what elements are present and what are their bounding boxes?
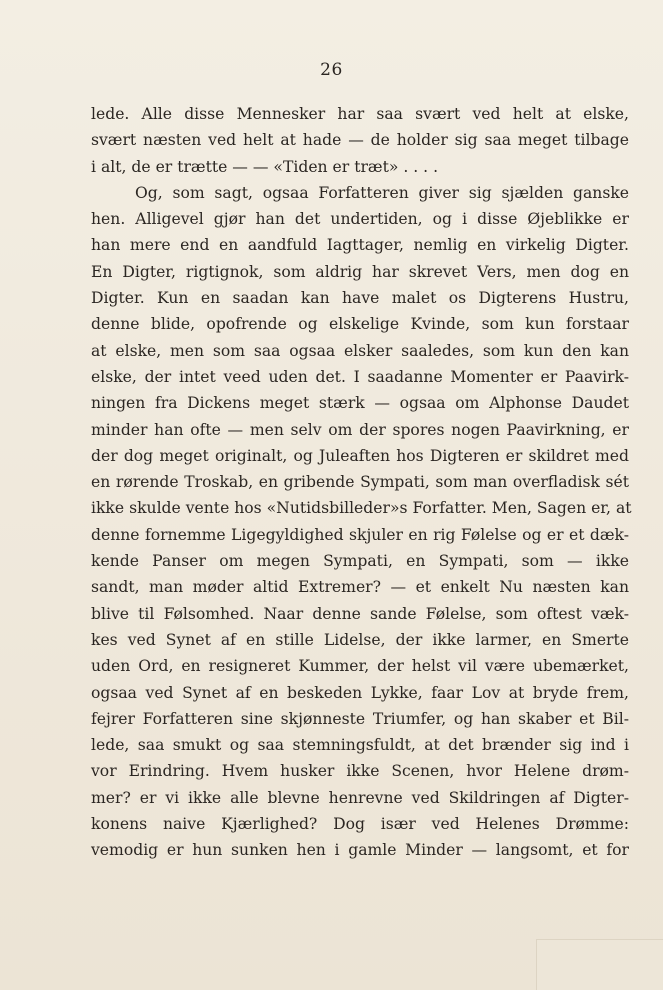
- text-line: konens naive Kjærlighed? Dog især ved Helenes Drømme:: [91, 815, 629, 834]
- text-line: lede, saa smukt og saa stemningsfuldt, at det brænder sig ind i: [91, 736, 629, 755]
- text-line: kes ved Synet af en stille Lidelse, der ikke larmer, en Smerte: [91, 630, 629, 649]
- text-line: Og, som sagt, ogsaa Forfatteren giver sig sjælden ganske: [135, 183, 629, 202]
- text-line: fejrer Forfatteren sine skjønneste Triumfer, og han skaber et Bil-: [91, 709, 629, 728]
- text-line: vor Erindring. Hvem husker ikke Scenen, hvor Helene drøm-: [91, 762, 629, 781]
- text-line: der dog meget originalt, og Juleaften hos Digteren er skildret med: [91, 446, 629, 465]
- page-number: 26: [320, 60, 343, 80]
- text-line: ogsaa ved Synet af en beskeden Lykke, faar Lov at bryde frem,: [91, 683, 629, 702]
- text-line: ningen fra Dickens meget stærk — ogsaa om Alphonse Daudet: [91, 394, 629, 413]
- text-line: en rørende Troskab, en gribende Sympati, som man overfladisk sét: [91, 473, 629, 492]
- text-line: blive til Følsomhed. Naar denne sande Følelse, som oftest væk-: [91, 604, 629, 623]
- text-line: sandt, man møder altid Extremer? — et enkelt Nu næsten kan: [91, 578, 629, 597]
- text-line: mer? er vi ikke alle blevne henrevne ved Skildringen af Digter-: [91, 788, 629, 807]
- text-line: kende Panser om megen Sympati, en Sympati, som — ikke: [91, 552, 629, 571]
- text-line: denne blide, opofrende og elskelige Kvinde, som kun forstaar: [91, 315, 629, 334]
- text-line: En Digter, rigtignok, som aldrig har skrevet Vers, men dog en: [91, 262, 629, 281]
- body-text: [91, 101, 632, 864]
- text-line: minder han ofte — men selv om der spores nogen Paavirkning, er: [91, 420, 629, 439]
- text-line: i alt, de er trætte — — «Tiden er træt» . . . .: [91, 157, 439, 176]
- text-line: denne fornemme Ligegyldighed skjuler en rig Følelse og er et dæk-: [91, 525, 629, 544]
- text-line: han mere end en aandfuld Iagttager, nemlig en virkelig Digter.: [91, 236, 629, 255]
- text-line: uden Ord, en resigneret Kummer, der helst vil være ubemærket,: [91, 657, 629, 676]
- text-line: vemodig er hun sunken hen i gamle Minder — langsomt, et for: [91, 841, 629, 860]
- text-line: svært næsten ved helt at hade — de holder sig saa meget tilbage: [91, 131, 629, 150]
- text-line: hen. Alligevel gjør han det undertiden, og i disse Øjeblikke er: [91, 210, 629, 229]
- text-line: at elske, men som saa ogsaa elsker saaledes, som kun den kan: [91, 341, 629, 360]
- text-line: ikke skulde vente hos «Nutidsbilleder»s Forfatter. Men, Sagen er, at: [91, 499, 632, 518]
- text-line: elske, der intet veed uden det. I saadanne Momenter er Paavirk-: [91, 367, 629, 386]
- text-line: Digter. Kun en saadan kan have malet os Digterens Hustru,: [91, 289, 629, 308]
- text-line: lede. Alle disse Mennesker har saa svært ved helt at elske,: [91, 105, 629, 123]
- page-corner-edge: [536, 939, 663, 990]
